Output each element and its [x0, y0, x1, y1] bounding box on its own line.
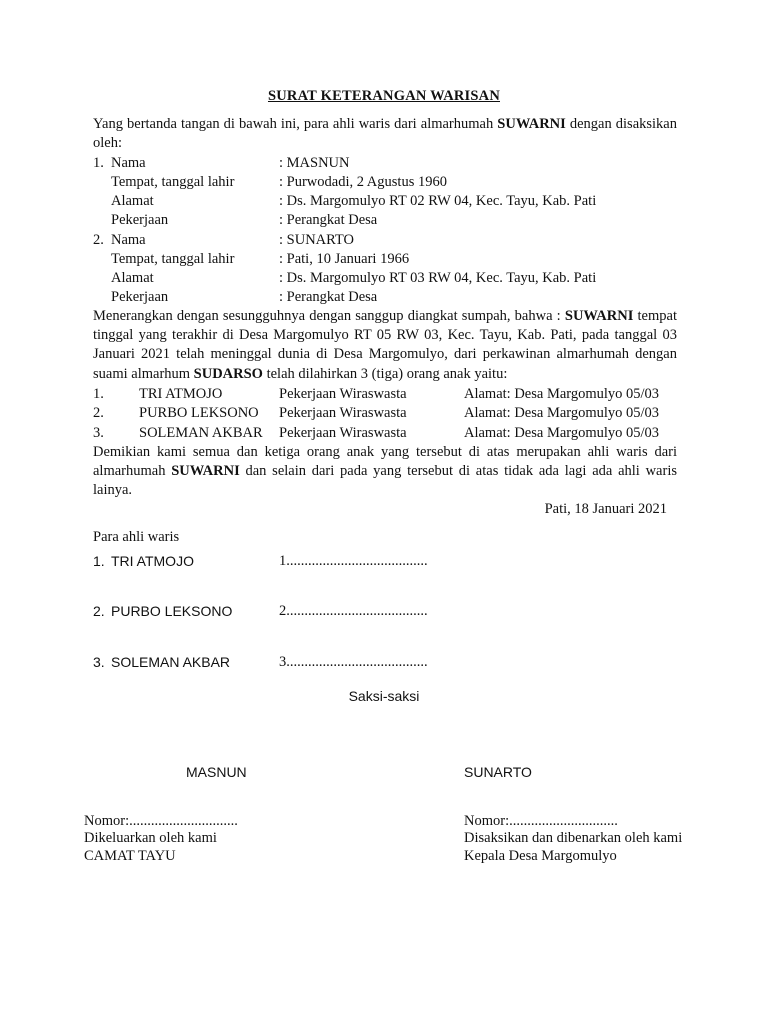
heirs-heading: Para ahli waris	[93, 529, 180, 545]
witness1-birth-value: : Purwodadi, 2 Agustus 1960	[279, 174, 447, 190]
heir-signature-line: 2.......................................	[279, 603, 428, 619]
closing-deceased-name: SUWARNI	[171, 463, 240, 480]
kades-nomor: Nomor:..............................	[464, 813, 618, 829]
witness1-address-value: : Ds. Margomulyo RT 02 RW 04, Kec. Tayu, Kab. Pati	[279, 193, 597, 209]
child-address: Alamat: Desa Margomulyo 05/03	[464, 405, 660, 421]
heir-number: 1.	[93, 553, 105, 569]
child-address: Alamat: Desa Margomulyo 05/03	[464, 386, 660, 402]
witness2-address-label: Alamat	[111, 270, 154, 286]
closing-paragraph	[93, 443, 677, 501]
child-number: 2.	[93, 405, 104, 421]
witness2-name-label: Nama	[111, 232, 146, 248]
document-title: SURAT KETERANGAN WARISAN	[267, 88, 500, 104]
witness2-number: 2.	[93, 232, 104, 248]
heir-number: 3.	[93, 654, 105, 670]
place-date: Pati, 18 Januari 2021	[544, 501, 667, 517]
heir-signature-line: 3.......................................	[279, 654, 428, 670]
witness2-address-value: : Ds. Margomulyo RT 03 RW 04, Kec. Tayu, Kab. Pati	[279, 270, 597, 286]
child-name: TRI ATMOJO	[139, 386, 223, 402]
witness-right-name: SUNARTO	[464, 764, 532, 780]
heir-number: 2.	[93, 603, 105, 619]
statement-deceased-name: SUWARNI	[564, 308, 634, 324]
witness1-job-label: Pekerjaan	[111, 212, 169, 228]
witness1-number: 1.	[93, 155, 104, 171]
statement-text-1: Menerangkan dengan sesungguhnya dengan sanggup diangkat sumpah, bahwa :	[93, 308, 565, 324]
child-number: 3.	[93, 425, 104, 441]
child-number: 1.	[93, 386, 104, 402]
intro-deceased-name: SUWARNI	[497, 116, 566, 132]
witnesses-heading: Saksi-saksi	[348, 688, 420, 704]
heir-signature-line: 1.......................................	[279, 553, 428, 569]
heir-name: PURBO LEKSONO	[111, 603, 233, 619]
child-job: Pekerjaan Wiraswasta	[279, 425, 407, 441]
child-name: SOLEMAN AKBAR	[139, 425, 263, 441]
statement-paragraph	[93, 307, 677, 384]
witness2-birth-value: : Pati, 10 Januari 1966	[279, 251, 410, 267]
kades-line1: Disaksikan dan dibenarkan oleh kami	[464, 830, 683, 846]
witness1-name-value: : MASNUN	[279, 155, 350, 171]
child-name: PURBO LEKSONO	[139, 405, 259, 421]
child-job: Pekerjaan Wiraswasta	[279, 386, 407, 402]
closing-text-2: dan selain dari pada yang tersebut di atas tidak ada lagi ada ahli waris lainya.	[93, 463, 677, 499]
child-address: Alamat: Desa Margomulyo 05/03	[464, 425, 660, 441]
witness2-name-value: : SUNARTO	[279, 232, 354, 248]
witness2-birth-label: Tempat, tanggal lahir	[111, 251, 235, 267]
intro-paragraph	[93, 115, 677, 153]
statement-text-3: telah dilahirkan 3 (tiga) orang anak yaitu:	[262, 365, 508, 382]
statement-husband-name: SUDARSO	[193, 365, 263, 382]
intro-text-after: dengan disaksikan oleh:	[93, 116, 677, 152]
statement-text-2: tempat tinggal yang terakhir di Desa Margomulyo RT 05 RW 03, Kec. Tayu, Kab. Pati, pada tanggal 03 Januari 2021 telah meninggal dunia di Desa Margomulyo, dari perkawinan almarhumah dengan suami almarhum	[93, 308, 677, 382]
witness2-job-value: : Perangkat Desa	[279, 289, 378, 305]
witness2-job-label: Pekerjaan	[111, 289, 169, 305]
camat-nomor: Nomor:..............................	[84, 813, 238, 829]
child-job: Pekerjaan Wiraswasta	[279, 405, 407, 421]
witness1-name-label: Nama	[111, 155, 146, 171]
heir-name: SOLEMAN AKBAR	[111, 654, 231, 670]
kades-line2: Kepala Desa Margomulyo	[464, 848, 617, 864]
witness1-job-value: : Perangkat Desa	[279, 212, 378, 228]
heir-name: TRI ATMOJO	[111, 553, 194, 569]
witness1-birth-label: Tempat, tanggal lahir	[111, 174, 235, 190]
witness1-address-label: Alamat	[111, 193, 154, 209]
camat-line1: Dikeluarkan oleh kami	[84, 830, 217, 846]
closing-text-1: Demikian kami semua dan ketiga orang anak yang tersebut di atas merupakan ahli waris dari almarhumah	[93, 444, 677, 480]
intro-text-before: Yang bertanda tangan di bawah ini, para ahli waris dari almarhumah	[93, 116, 498, 132]
witness-left-name: MASNUN	[186, 764, 247, 780]
camat-line2: CAMAT TAYU	[84, 848, 176, 864]
